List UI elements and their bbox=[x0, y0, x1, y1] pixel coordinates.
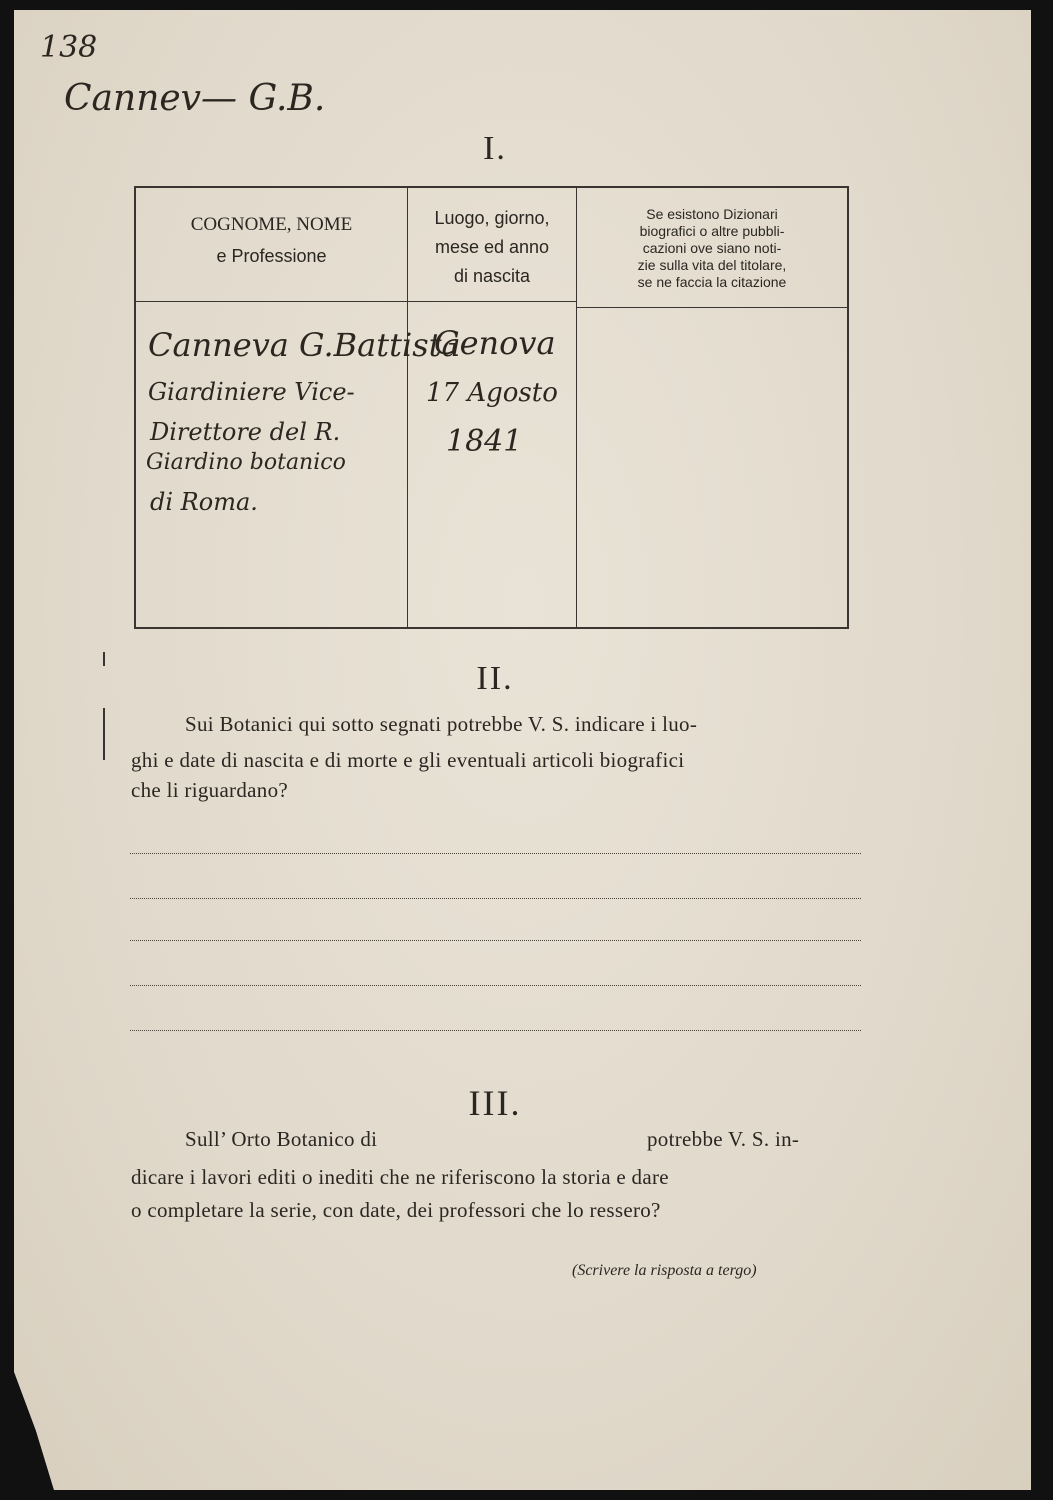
section-ii-line3: che li riguardano? bbox=[131, 778, 288, 802]
answer-line bbox=[130, 898, 861, 899]
section-iii-line3: o completare la serie, con date, dei professori che lo ressero? bbox=[131, 1198, 661, 1222]
section-iii-line2: dicare i lavori editi o inediti che ne riferiscono la storia e dare bbox=[131, 1165, 669, 1189]
section-iii-line1-start: Sull’ Orto Botanico di bbox=[185, 1127, 378, 1151]
header-birth-line1: Luogo, giorno, bbox=[434, 208, 550, 228]
margin-mark bbox=[103, 708, 105, 760]
archive-number: 138 bbox=[40, 30, 98, 65]
section-iii-line1-end: potrebbe V. S. in- bbox=[647, 1127, 800, 1151]
section-ii-line2: ghi e date di nascita e di morte e gli eventuali articoli biografici bbox=[131, 748, 685, 772]
section-iii-numeral: III. bbox=[468, 1083, 522, 1123]
header-birth bbox=[408, 204, 576, 291]
header-citations bbox=[577, 206, 847, 291]
header-name-line1: COGNOME, NOME bbox=[190, 214, 353, 235]
answer-line bbox=[130, 853, 861, 854]
answer-line bbox=[130, 985, 861, 986]
header-citations-line2: biografici o altre pubbli- bbox=[639, 223, 785, 239]
header-citations-line1: Se esistono Dizionari bbox=[646, 206, 778, 222]
answer-line bbox=[130, 940, 861, 941]
reply-note: (Scrivere la risposta a tergo) bbox=[572, 1262, 757, 1279]
answer-line bbox=[130, 1030, 861, 1031]
section-i-numeral: I. bbox=[483, 130, 507, 167]
margin-mark bbox=[103, 652, 105, 666]
entry-name-line1: Canneva G.Battista bbox=[148, 326, 461, 364]
entry-name-line3: Direttore del R. bbox=[150, 418, 341, 446]
header-citations-line3: cazioni ove siano noti- bbox=[642, 240, 782, 256]
header-birth-line3: di nascita bbox=[453, 266, 531, 286]
header-citations-line4: zie sulla vita del titolare, bbox=[637, 257, 787, 273]
header-birth-line2: mese ed anno bbox=[434, 237, 550, 257]
entry-name-line4: Giardino botanico bbox=[146, 450, 346, 475]
header-name-profession bbox=[136, 214, 407, 267]
entry-birth-place: Genova bbox=[434, 324, 556, 362]
entry-name-line5: di Roma. bbox=[150, 488, 258, 516]
header-citations-line5: se ne faccia la citazione bbox=[637, 274, 787, 290]
header-name-line2: e Professione bbox=[216, 246, 327, 266]
section-ii-line1: Sui Botanici qui sotto segnati potrebbe V. S. indicare i luo- bbox=[185, 712, 698, 736]
section-ii-numeral: II. bbox=[476, 660, 514, 697]
entry-name-line2: Giardiniere Vice- bbox=[148, 378, 355, 406]
handwritten-name-annotation: Cannev— G.B. bbox=[64, 78, 326, 119]
entry-birth-date: 17 Agosto bbox=[426, 378, 558, 408]
entry-birth-year: 1841 bbox=[446, 424, 523, 459]
biography-table bbox=[134, 186, 849, 629]
